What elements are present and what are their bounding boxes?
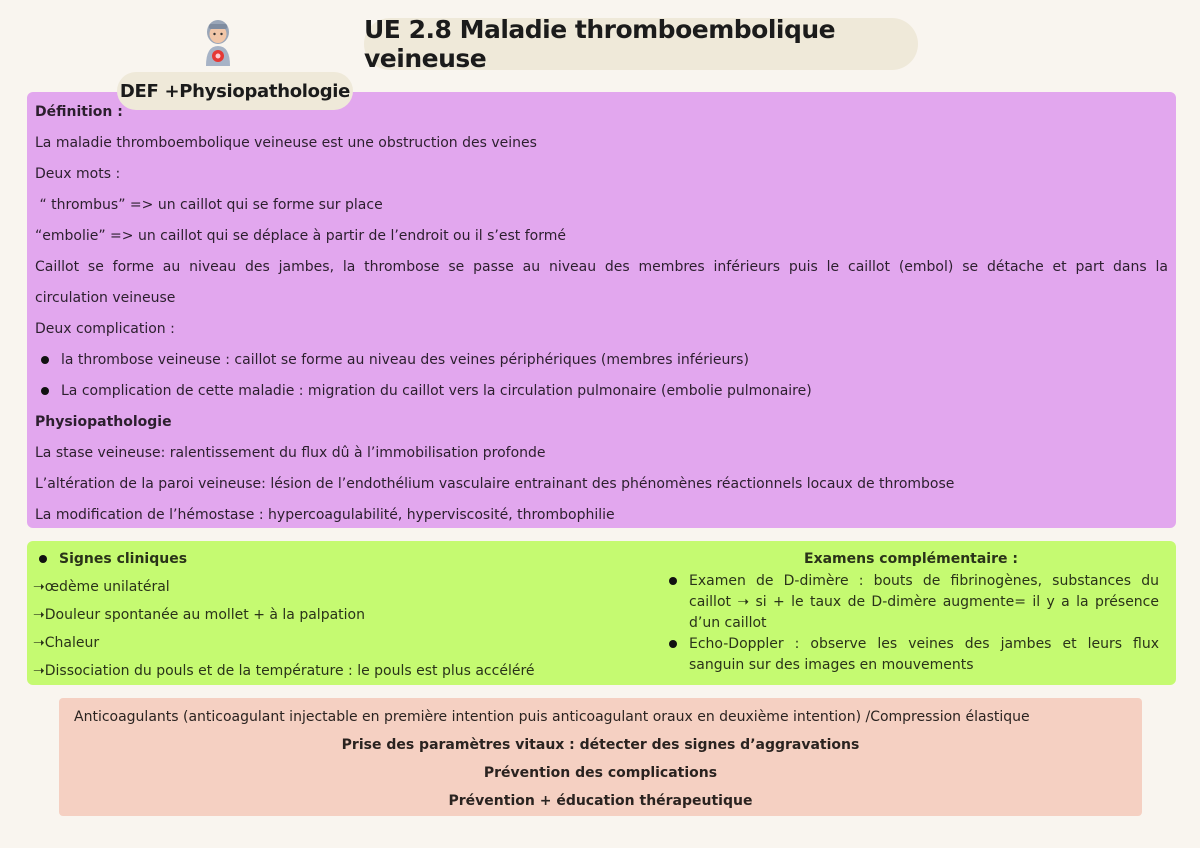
- definition-line: La maladie thromboembolique veineuse est une obstruction des veines: [35, 135, 537, 151]
- arrow-right-icon: ➝: [33, 663, 45, 679]
- clinical-panel: [27, 541, 1176, 685]
- examens-heading: Examens complémentaire :: [804, 551, 1018, 567]
- physio-line: La stase veineuse: ralentissement du flux dû à l’immobilisation profonde: [35, 445, 546, 461]
- list-item-text: la thrombose veineuse : caillot se forme au niveau des veines périphériques (membres inférieurs): [61, 352, 749, 368]
- definition-panel: [27, 92, 1176, 528]
- definition-line: “embolie” => un caillot qui se déplace à partir de l’endroit ou il s’est formé: [35, 228, 566, 244]
- examens-complementaires: [663, 551, 1159, 676]
- definition-heading: Définition :: [35, 104, 123, 120]
- definition-line: “ thrombus” => un caillot qui se forme sur place: [35, 197, 383, 213]
- physio-line: La modification de l’hémostase : hypercoagulabilité, hyperviscosité, thrombophilie: [35, 507, 615, 523]
- bullet-icon: [41, 387, 49, 395]
- section-tab-definition: DEF +Physiopathologie: [117, 72, 353, 110]
- definition-line: Deux complication :: [35, 321, 175, 337]
- definition-line: circulation veineuse: [35, 290, 176, 306]
- bullet-icon: [669, 640, 677, 648]
- list-item: [35, 350, 1168, 381]
- list-item-text: La complication de cette maladie : migration du caillot vers la circulation pulmonaire (embolie pulmonaire): [61, 383, 812, 399]
- list-item: ➝Chaleur: [33, 635, 100, 651]
- traitement-line: Prévention des complications: [483, 765, 718, 781]
- list-item: ➝Douleur spontanée au mollet + à la palpation: [33, 607, 365, 623]
- signes-heading: Signes cliniques: [33, 549, 653, 577]
- bullet-icon: [669, 577, 677, 585]
- traitement-line: Anticoagulants (anticoagulant injectable en première intention puis anticoagulant oraux en deuxième intention) /Compression élastique: [74, 709, 1030, 725]
- arrow-right-icon: ➝: [33, 607, 45, 623]
- traitement-line: Prévention + éducation thérapeutique: [448, 793, 753, 809]
- definition-line: Deux mots :: [35, 166, 121, 182]
- signes-cliniques: [33, 549, 653, 689]
- bullet-icon: [39, 555, 47, 563]
- arrow-right-icon: ➝: [33, 579, 45, 595]
- definition-line: Caillot se forme au niveau des jambes, la thrombose se passe au niveau des membres inférieurs puis le caillot (embol) se détache et part dans la: [35, 259, 1168, 275]
- list-item: [35, 381, 1168, 412]
- list-item: Echo-Doppler : observe les veines des jambes et leurs flux sanguin sur des images en mouvements: [663, 634, 1159, 676]
- physiopathologie-heading: Physiopathologie: [35, 414, 172, 430]
- page-title: UE 2.8 Maladie thromboembolique veineuse: [364, 18, 918, 70]
- avatar-with-heart-icon: [198, 16, 238, 66]
- list-item: ➝œdème unilatéral: [33, 579, 170, 595]
- traitement-panel: [59, 698, 1142, 816]
- list-item: ➝Dissociation du pouls et de la température : le pouls est plus accéléré: [33, 663, 535, 679]
- bullet-icon: [41, 356, 49, 364]
- arrow-right-icon: ➝: [33, 635, 45, 651]
- physio-line: L’altération de la paroi veineuse: lésion de l’endothélium vasculaire entrainant des phénomènes réactionnels locaux de thrombose: [35, 476, 955, 492]
- traitement-line: Prise des paramètres vitaux : détecter des signes d’aggravations: [341, 737, 860, 753]
- list-item: Examen de D-dimère : bouts de fibrinogènes, substances du caillot ➝ si + le taux de D-dimère augmente= il y a la présence d’un caillot: [663, 571, 1159, 634]
